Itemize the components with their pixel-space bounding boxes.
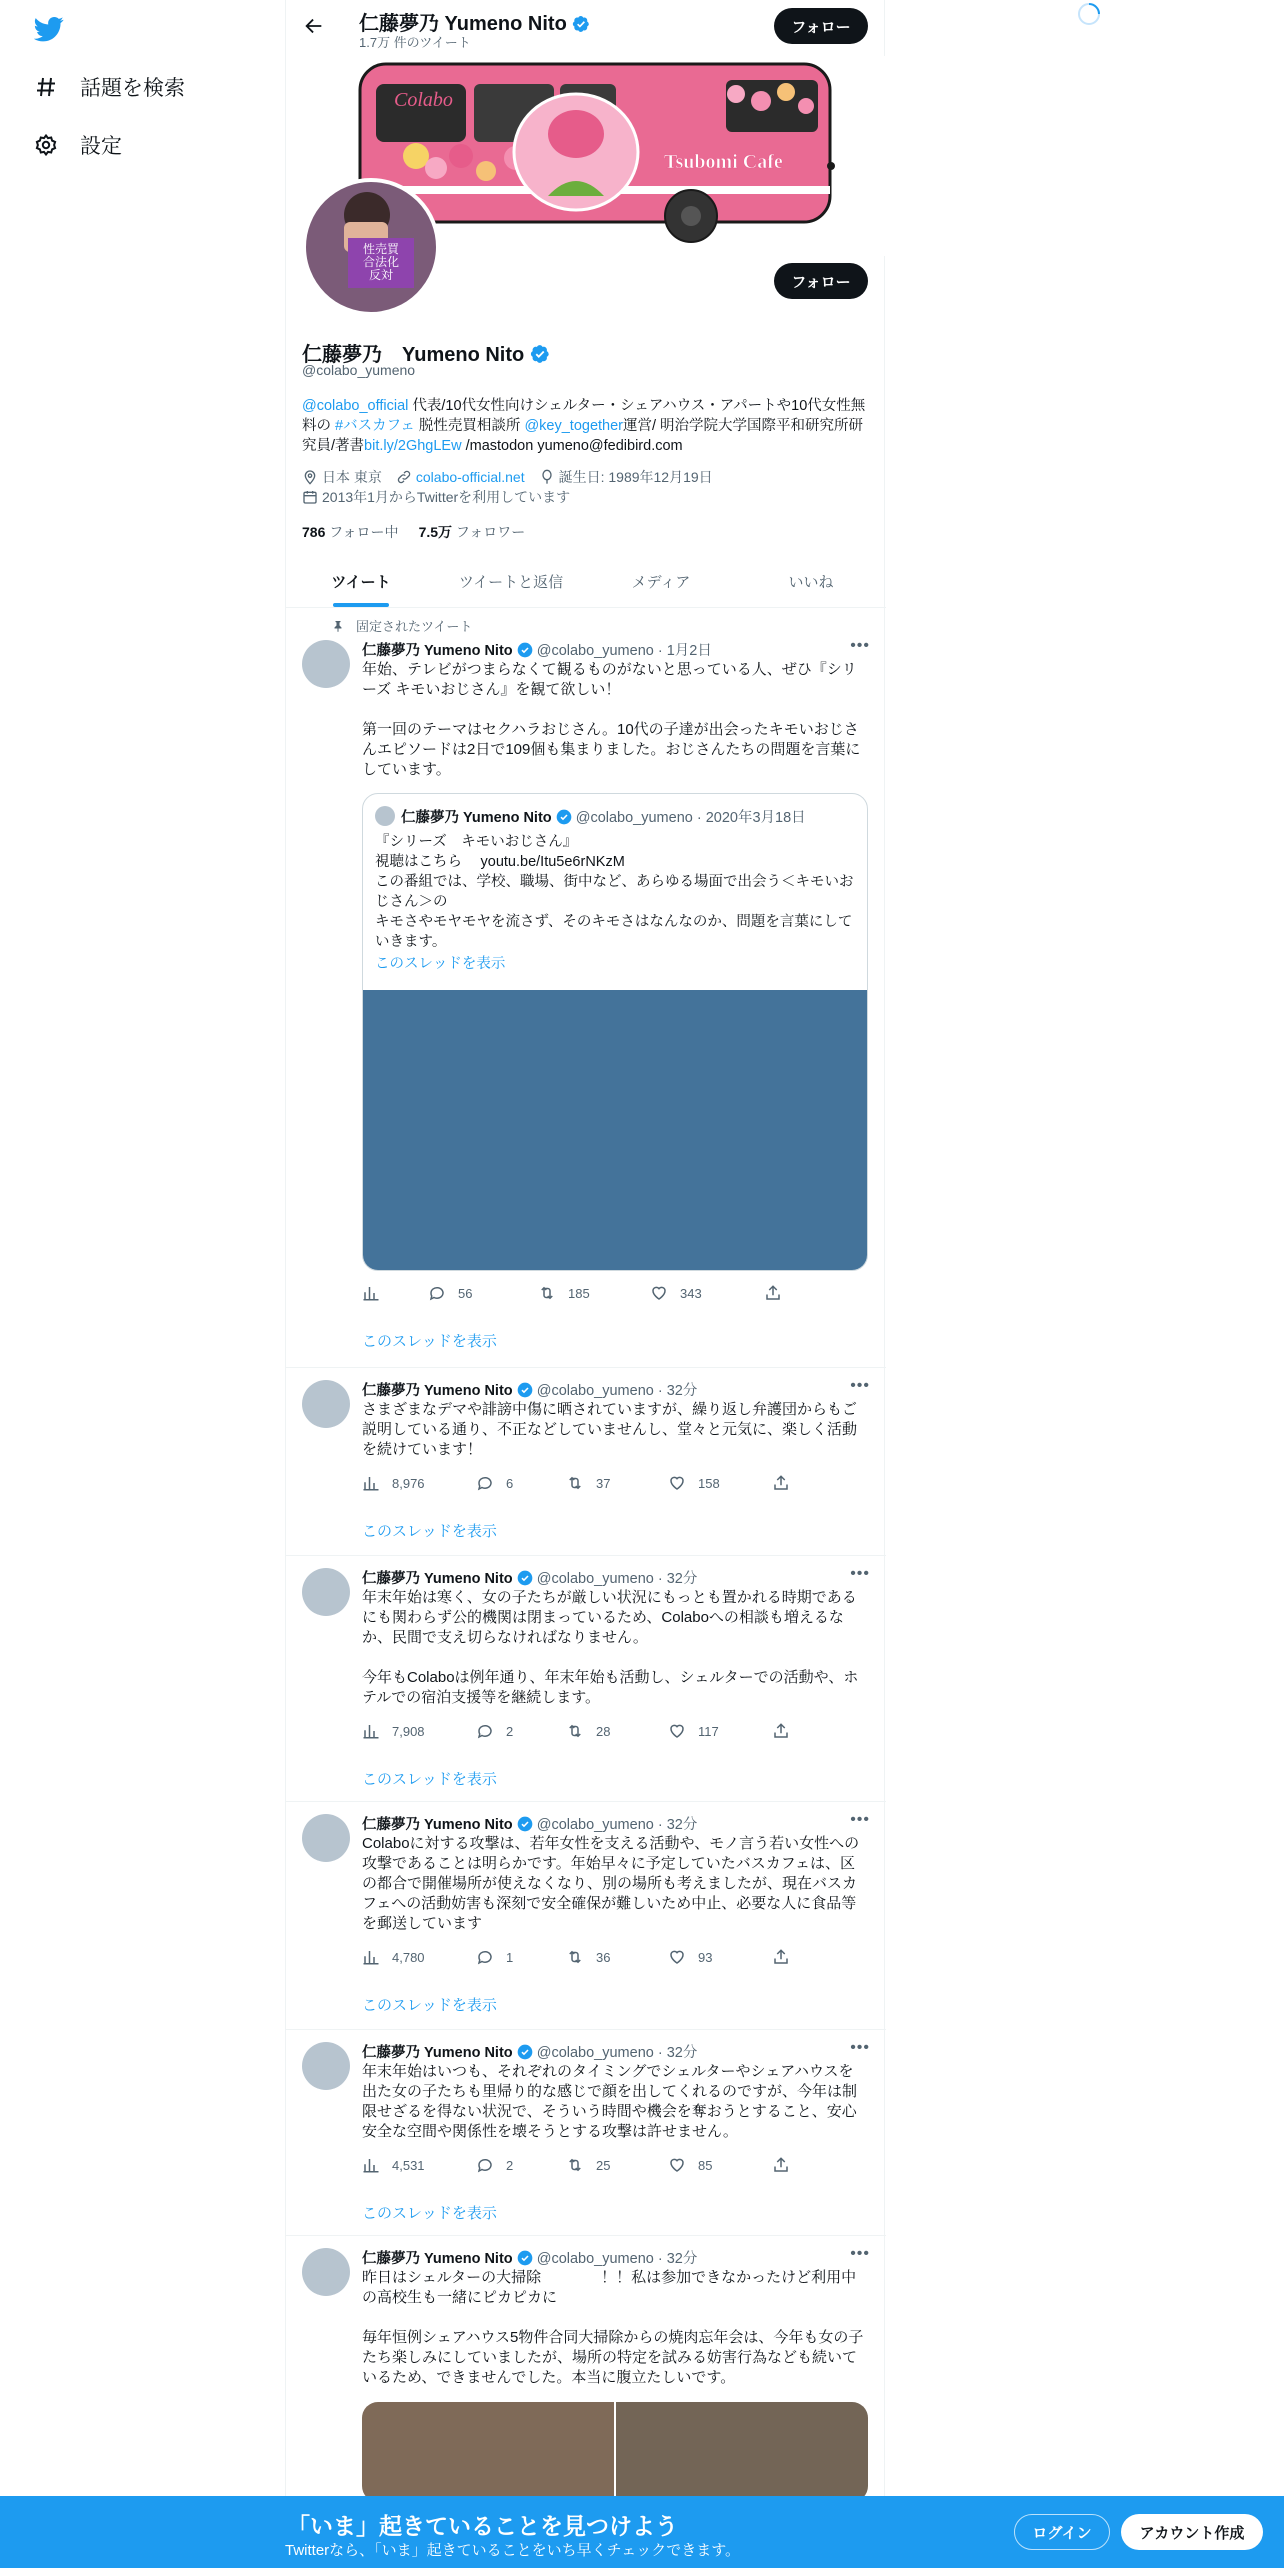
analytics-icon — [362, 1284, 380, 1302]
tab-media[interactable]: メディア — [631, 573, 691, 591]
nav-settings-label: 設定 — [80, 135, 122, 158]
login-button[interactable]: ログイン — [1014, 2514, 1110, 2550]
bio-text: 代表/10代女性向けシェルター・シェアハウス・アパートや10代女性無料の — [302, 398, 866, 434]
banner-cafe-text: Tsubomi Cafe — [664, 151, 783, 173]
tab-tweets-and-replies[interactable]: ツイートと返信 — [458, 573, 564, 591]
show-thread-link[interactable]: このスレッドを表示 — [362, 1523, 497, 1540]
tab-tweets[interactable]: ツイート — [286, 555, 436, 607]
tweet-time[interactable]: · 32分 — [657, 1571, 698, 1587]
tweet-avatar[interactable] — [302, 1380, 350, 1428]
more-options-icon[interactable]: ••• — [850, 1565, 870, 1582]
quoted-header — [401, 806, 806, 827]
tweet-text: 年始、テレビがつまらなくて観るものがないと思っている人、ぜひ『シリーズ キモいおじさん』を観て欲しい！ 第一回のテーマはセクハラおじさん。10代の子達が出会ったキモいおじさんエピソードは2日で109個も集まりました。おじさんたちの問題を言葉にしています。 — [362, 661, 861, 778]
reply-icon — [476, 1722, 494, 1740]
tweet-header — [362, 1379, 697, 1400]
view-count: 7,908 — [392, 1723, 425, 1739]
following-label: フォロー中 — [325, 524, 399, 540]
retweet-icon — [566, 1722, 584, 1740]
tweet-actions — [362, 2156, 790, 2174]
share-action[interactable] — [772, 1948, 790, 1966]
twitter-logo-icon[interactable] — [34, 14, 64, 44]
tweet-item[interactable] — [286, 1802, 886, 2030]
balloon-icon — [539, 469, 555, 485]
tweet-avatar[interactable] — [302, 2248, 350, 2296]
following-count: 786 — [302, 524, 326, 540]
like-action[interactable] — [668, 1948, 772, 1966]
reply-action[interactable] — [428, 1284, 538, 1302]
share-action[interactable] — [772, 1474, 790, 1492]
view-count: 4,531 — [392, 2157, 425, 2173]
profile-display-name: 仁藤夢乃 Yumeno Nito — [302, 344, 525, 366]
signup-banner-title: 「いま」起きていることを見つけよう — [287, 2513, 678, 2539]
tweet-actions — [362, 1948, 790, 1966]
retweet-action[interactable] — [566, 1948, 668, 1966]
views-action[interactable] — [362, 1948, 476, 1966]
tweet-header — [362, 1813, 697, 1834]
reply-icon — [476, 1474, 494, 1492]
tweet-time[interactable]: · 32分 — [657, 2045, 698, 2061]
verified-badge-icon — [517, 2044, 533, 2060]
share-icon — [772, 2156, 790, 2174]
tweet-actions — [362, 1722, 790, 1740]
nav-settings[interactable] — [34, 130, 122, 160]
share-icon — [772, 1722, 790, 1740]
profile-avatar[interactable] — [302, 178, 440, 316]
joined-text: 2013年1月からTwitterを利用しています — [322, 489, 571, 505]
retweet-action[interactable] — [566, 1722, 668, 1740]
tweet-item[interactable] — [286, 1556, 886, 1802]
like-action[interactable] — [668, 1474, 772, 1492]
nav-explore[interactable] — [34, 72, 185, 102]
profile-location — [302, 467, 382, 487]
birthday-text: 誕生日: 1989年12月19日 — [558, 469, 713, 485]
tweet-author-name[interactable]: 仁藤夢乃 Yumeno Nito — [362, 2045, 513, 2061]
tweet-text: 年末年始はいつも、それぞれのタイミングでシェルターやシェアハウスを出た女の子たちも里帰り的な感じで顔を出してくれるのですが、今年は制限せざるを得ない状況で、そういう時間や機会を奪おうとすること、安心安全な空間や関係性を壊そうとする攻撃は許せません。 — [362, 2063, 858, 2140]
signup-button[interactable]: アカウント作成 — [1121, 2514, 1263, 2550]
heart-icon — [668, 1474, 686, 1492]
retweet-action[interactable] — [566, 1474, 668, 1492]
tweet-author-name[interactable]: 仁藤夢乃 Yumeno Nito — [362, 1571, 513, 1587]
verified-badge-icon — [517, 1382, 533, 1398]
analytics-icon — [362, 1948, 380, 1966]
header-name: 仁藤夢乃 Yumeno Nito — [359, 13, 567, 35]
tweet-author-handle[interactable]: @colabo_yumeno — [536, 643, 654, 659]
profile-birthday — [539, 467, 713, 487]
retweet-count: 25 — [596, 2157, 611, 2173]
like-count: 85 — [698, 2157, 713, 2173]
hashtag-icon — [34, 75, 58, 99]
gear-icon — [34, 133, 58, 157]
quoted-media[interactable] — [363, 990, 868, 1271]
tweet-actions — [362, 1474, 790, 1492]
show-thread-link[interactable]: このスレッドを表示 — [362, 1333, 497, 1350]
profile-follow-button[interactable]: フォロー — [774, 263, 868, 299]
header-tweet-count: 1.7万 件のツイート — [359, 35, 471, 50]
verified-badge-icon — [517, 2250, 533, 2266]
bio-mention-key-together[interactable]: @key_together — [524, 418, 623, 434]
reply-count: 56 — [458, 1285, 473, 1301]
bio-text: /mastodon yumeno@fedibird.com — [461, 438, 683, 454]
retweet-count: 185 — [568, 1285, 590, 1301]
tweet-author-handle[interactable]: @colabo_yumeno — [536, 1383, 654, 1399]
tweet-avatar[interactable] — [302, 640, 350, 688]
tweet-media[interactable] — [362, 2402, 868, 2502]
like-count: 343 — [680, 1285, 702, 1301]
show-thread-link[interactable]: このスレッドを表示 — [362, 1771, 497, 1788]
reply-action[interactable] — [476, 1948, 566, 1966]
verified-badge-icon — [517, 642, 533, 658]
bio-hashtag-buscafe[interactable]: #バスカフェ — [335, 418, 415, 434]
more-options-icon[interactable]: ••• — [850, 637, 870, 654]
tweet-text: Colaboに対する攻撃は、若年女性を支える活動や、モノ言う若い女性への攻撃であることは明らかです。年始早々に予定していたバスカフェは、区の都合で開催場所が使えなくなり、別の場所も考えましたが、現在バスカフェへの活動妨害も深刻で安全確保が難しいため中止、必要な人に食品等を郵送しています — [362, 1835, 860, 1932]
tweet-author-name[interactable]: 仁藤夢乃 Yumeno Nito — [362, 2251, 513, 2267]
analytics-icon — [362, 2156, 380, 2174]
banner-logo-text: Colabo — [394, 89, 453, 111]
analytics-icon — [362, 1722, 380, 1740]
share-icon — [764, 1284, 782, 1302]
verified-badge-icon — [530, 344, 550, 364]
header-follow-button[interactable]: フォロー — [774, 8, 868, 44]
tweet-header — [362, 2247, 697, 2268]
pin-icon — [332, 619, 344, 633]
retweet-count: 37 — [596, 1475, 611, 1491]
heart-icon — [668, 1948, 686, 1966]
following-stat[interactable] — [302, 522, 399, 542]
views-action[interactable] — [362, 1722, 476, 1740]
more-options-icon[interactable]: ••• — [850, 2245, 870, 2262]
avatar-sign-text: 性売買 合法化 反対 — [348, 238, 414, 288]
media-image[interactable] — [362, 2402, 614, 2502]
tweet-item[interactable] — [286, 2030, 886, 2236]
views-action[interactable] — [362, 1284, 428, 1302]
view-count: 4,780 — [392, 1949, 425, 1965]
retweet-icon — [566, 1474, 584, 1492]
tweet-time[interactable]: · 32分 — [657, 1817, 698, 1833]
followers-count: 7.5万 — [418, 524, 453, 540]
tweet-text: 年末年始は寒く、女の子たちが厳しい状況にもっとも置かれる時期であるにも関わらず公的機関は閉まっているため、Colaboへの相談も増えるなか、民間で支え切らなければなりません。 今年もColaboは例年通り、年末年始も活動し、シェルターでの活動や、ホテルでの宿泊支援等を継続します。 — [362, 1589, 859, 1706]
reply-action[interactable] — [476, 1474, 566, 1492]
tweet-avatar[interactable] — [302, 2042, 350, 2090]
reply-action[interactable] — [476, 2156, 566, 2174]
tweet-text: 昨日はシェルターの大掃除 ！！私は参加できなかったけど利用中の高校生も一緒にピカピカに 毎年恒例シェアハウス5物件合同大掃除からの焼肉忘年会は、今年も女の子たち楽しみにしていましたが、場所の特定を試みる妨害行為なども続いているため、できませんでした。本当に腹立たしいです。 — [362, 2269, 864, 2386]
like-action[interactable] — [668, 2156, 772, 2174]
tweet-time[interactable]: · 1月2日 — [657, 643, 712, 659]
pinned-indicator — [332, 616, 472, 635]
share-action[interactable] — [772, 2156, 790, 2174]
like-count: 158 — [698, 1475, 720, 1491]
verified-badge-icon — [556, 809, 572, 825]
followers-label: フォロワー — [452, 524, 526, 540]
signup-banner-subtitle: Twitterなら、「いま」起きていることをいち早くチェックできます。 — [285, 2542, 741, 2559]
profile-handle: @colabo_yumeno — [302, 362, 416, 378]
quoted-thread-link[interactable]: このスレッドを表示 — [375, 956, 506, 972]
tweet-author-name[interactable]: 仁藤夢乃 Yumeno Nito — [362, 643, 513, 659]
show-thread-link[interactable]: このスレッドを表示 — [362, 1997, 497, 2014]
pinned-label: 固定されたツイート — [356, 619, 473, 634]
media-image[interactable] — [616, 2402, 868, 2502]
share-action[interactable] — [764, 1284, 782, 1302]
retweet-icon — [538, 1284, 556, 1302]
calendar-icon — [302, 489, 318, 505]
tweet-time[interactable]: · 32分 — [657, 2251, 698, 2267]
tweet-author-handle[interactable]: @colabo_yumeno — [536, 2251, 654, 2267]
quoted-tweet[interactable] — [362, 793, 868, 1271]
tweet-author-handle[interactable]: @colabo_yumeno — [536, 1571, 654, 1587]
verified-badge-icon — [572, 15, 590, 33]
retweet-count: 28 — [596, 1723, 611, 1739]
profile-bio — [302, 396, 870, 456]
tweet-header — [362, 2041, 697, 2062]
share-action[interactable] — [772, 1722, 790, 1740]
retweet-count: 36 — [596, 1949, 611, 1965]
more-options-icon[interactable]: ••• — [850, 1377, 870, 1394]
verified-badge-icon — [517, 1816, 533, 1832]
like-count: 117 — [698, 1723, 719, 1739]
more-options-icon[interactable]: ••• — [850, 2039, 870, 2056]
tab-likes[interactable]: いいね — [788, 573, 834, 591]
verified-badge-icon — [517, 1570, 533, 1586]
quoted-author-name: 仁藤夢乃 Yumeno Nito — [401, 810, 552, 826]
tweet-header — [362, 1567, 697, 1588]
like-action[interactable] — [650, 1284, 764, 1302]
loading-spinner-icon — [1077, 2, 1101, 26]
main-column — [285, 0, 885, 2568]
tweet-author-name[interactable]: 仁藤夢乃 Yumeno Nito — [362, 1383, 513, 1399]
quoted-author-handle: @colabo_yumeno — [575, 810, 693, 826]
reply-count: 2 — [506, 1723, 514, 1739]
view-count: 8,976 — [392, 1475, 425, 1491]
tweet-avatar[interactable] — [302, 1814, 350, 1862]
back-arrow-icon[interactable] — [303, 15, 325, 37]
views-action[interactable] — [362, 2156, 476, 2174]
retweet-icon — [566, 1948, 584, 1966]
heart-icon — [650, 1284, 668, 1302]
quoted-avatar — [375, 806, 395, 826]
bio-link-book[interactable]: bit.ly/2GhgLEw — [364, 438, 462, 454]
tweet-author-name[interactable]: 仁藤夢乃 Yumeno Nito — [362, 1817, 513, 1833]
tweet-author-handle[interactable]: @colabo_yumeno — [536, 2045, 654, 2061]
tweet-text: さまざまなデマや誹謗中傷に晒されていますが、繰り返し弁護団からもご説明している通り、不正などしていませんし、堂々と元気に、楽しく活動を続けています！ — [362, 1401, 858, 1458]
reply-icon — [476, 2156, 494, 2174]
tweet-avatar[interactable] — [302, 1568, 350, 1616]
profile-stats — [302, 522, 525, 542]
profile-tabs — [286, 555, 886, 608]
link-icon — [396, 469, 412, 485]
reply-icon — [428, 1284, 446, 1302]
retweet-action[interactable] — [538, 1284, 650, 1302]
profile-meta-row — [302, 467, 713, 487]
retweet-icon — [566, 2156, 584, 2174]
tweet-header — [362, 639, 712, 660]
location-pin-icon — [302, 469, 318, 485]
tweet-time[interactable]: · 32分 — [657, 1383, 698, 1399]
nav-explore-label: 話題を検索 — [80, 77, 185, 100]
heart-icon — [668, 1722, 686, 1740]
profile-joined — [302, 487, 570, 507]
reply-action[interactable] — [476, 1722, 566, 1740]
followers-stat[interactable] — [419, 522, 526, 542]
share-icon — [772, 1948, 790, 1966]
views-action[interactable] — [362, 1474, 476, 1492]
more-options-icon[interactable]: ••• — [850, 1811, 870, 1828]
tweet-author-handle[interactable]: @colabo_yumeno — [536, 1817, 654, 1833]
quoted-time: · 2020年3月18日 — [696, 810, 806, 826]
reply-icon — [476, 1948, 494, 1966]
profile-website[interactable] — [396, 469, 525, 485]
like-count: 93 — [698, 1949, 713, 1965]
retweet-action[interactable] — [566, 2156, 668, 2174]
show-thread-link[interactable]: このスレッドを表示 — [362, 2205, 497, 2222]
tweet-item[interactable] — [286, 608, 886, 1368]
bio-mention-colabo[interactable]: @colabo_official — [302, 398, 409, 414]
reply-count: 1 — [506, 1949, 514, 1965]
reply-count: 2 — [506, 2157, 514, 2173]
share-icon — [772, 1474, 790, 1492]
reply-count: 6 — [506, 1475, 514, 1491]
analytics-icon — [362, 1474, 380, 1492]
heart-icon — [668, 2156, 686, 2174]
location-text: 日本 東京 — [322, 469, 382, 485]
bio-text: 脱性売買相談所 — [414, 418, 525, 434]
bio-text: 運営/ 明治学院大学国際平和研究所研究員/著書 — [302, 418, 864, 454]
tweet-actions — [362, 1284, 782, 1302]
website-link[interactable]: colabo-official.net — [415, 469, 525, 485]
like-action[interactable] — [668, 1722, 772, 1740]
tweet-item[interactable] — [286, 1368, 886, 1556]
quoted-text: 『シリーズ キモいおじさん』 視聴はこちら youtu.be/Itu5e6rNKzM この番組では、学校、職場、街中など、あらゆる場面で出会う＜キモいおじさん＞の キモさやモヤモヤを流さず、そのキモさはなんなのか、問題を言葉にしていきます。 — [375, 834, 854, 950]
